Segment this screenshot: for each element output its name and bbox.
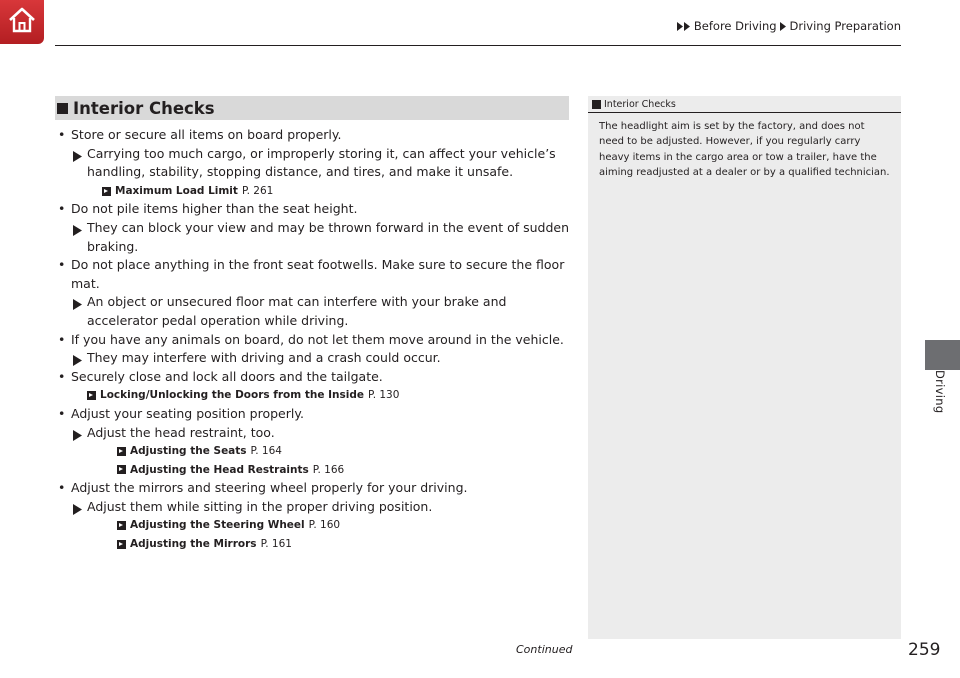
detail-text: Adjust them while sitting in the proper driving position.: [87, 498, 433, 514]
reference-title: Adjusting the Seats: [130, 445, 247, 458]
chapter-tab[interactable]: [925, 340, 960, 370]
detail-text: They can block your view and may be thrown forward in the event of sudden braking.: [87, 219, 570, 254]
chevron-right-icon: [73, 502, 82, 521]
list-item-detail: [58, 293, 570, 330]
reference-page: P. 166: [312, 463, 345, 476]
reference-title: Adjusting the Steering Wheel: [130, 519, 305, 532]
side-note-body: The headlight aim is set by the factory, and does not need to be adjusted. However, if you regularly carry heavy items in the cargo area or tow a trailer, have the aiming readjusted at a dealer or by a qualified technician.: [599, 121, 890, 179]
list-item-detail: [58, 219, 570, 256]
side-note-panel: [588, 96, 901, 639]
cross-reference-link[interactable]: [58, 535, 570, 554]
cross-reference-link[interactable]: [58, 461, 570, 480]
list-item-detail: [58, 498, 570, 517]
detail-text: Adjust the head restraint, too.: [87, 424, 275, 440]
reference-page: P. 261: [241, 184, 274, 197]
list-item: • Do not place anything in the front seat footwells. Make sure to secure the floor mat.: [58, 256, 570, 293]
chevron-right-icon: [73, 428, 82, 447]
detail-text: An object or unsecured floor mat can interfere with your brake and accelerator pedal operation while driving.: [87, 294, 507, 328]
reference-icon: [102, 187, 111, 196]
detail-text: They may interfere with driving and a crash could occur.: [87, 350, 441, 366]
reference-title: Adjusting the Head Restraints: [130, 463, 309, 476]
reference-page: P. 130: [368, 389, 400, 402]
reference-page: P. 160: [308, 519, 341, 532]
list-item: • Do not pile items higher than the seat height.: [58, 200, 570, 219]
list-item: • Adjust your seating position properly.: [58, 405, 570, 424]
cross-reference-link[interactable]: [58, 386, 570, 405]
reference-page: P. 161: [260, 538, 292, 551]
list-item: • Adjust the mirrors and steering wheel properly for your driving.: [58, 479, 570, 498]
breadcrumb-arrow-icon: [780, 22, 787, 31]
breadcrumb-driving-preparation[interactable]: Driving Preparation: [789, 19, 901, 33]
note-marker-icon: [592, 100, 601, 109]
list-item: • Securely close and lock all doors and the tailgate.: [58, 368, 570, 387]
reference-icon: [87, 391, 96, 400]
chevron-right-icon: [73, 223, 82, 242]
cross-reference-link[interactable]: [58, 182, 570, 201]
side-note-title: Interior Checks: [604, 98, 676, 110]
reference-title: Locking/Unlocking the Doors from the Inside: [100, 389, 364, 402]
section-title: Interior Checks: [73, 98, 215, 118]
reference-icon: [117, 540, 126, 549]
list-item: • If you have any animals on board, do not let them move around in the vehicle.: [58, 331, 570, 350]
reference-icon: [117, 465, 126, 474]
section-header: [55, 96, 569, 120]
reference-icon: [117, 447, 126, 456]
breadcrumb: [677, 19, 901, 33]
chevron-right-icon: [73, 297, 82, 316]
reference-title: Adjusting the Mirrors: [130, 538, 257, 551]
list-item-detail: [58, 424, 570, 443]
home-button[interactable]: [0, 0, 44, 44]
header-divider: [55, 45, 901, 46]
breadcrumb-before-driving[interactable]: Before Driving: [693, 19, 777, 33]
list-item-detail: [58, 145, 570, 182]
chapter-tab-label: Driving: [933, 370, 947, 414]
continued-label: Continued: [516, 643, 573, 656]
page-number: 259: [908, 640, 941, 660]
breadcrumb-arrow-icon: [677, 22, 691, 31]
reference-icon: [117, 521, 126, 530]
detail-text: Carrying too much cargo, or improperly storing it, can affect your vehicle’s handling, stability, stopping distance, and tires, and make it unsafe.: [87, 145, 556, 180]
section-square-icon: [57, 103, 68, 114]
cross-reference-link[interactable]: [58, 516, 570, 535]
home-icon: [7, 6, 37, 38]
reference-page: P. 164: [250, 445, 282, 458]
list-item: • Store or secure all items on board properly.: [58, 126, 570, 145]
side-note-header: [588, 96, 901, 113]
chevron-right-icon: [73, 149, 82, 168]
list-item-detail: [58, 349, 570, 368]
main-content: [58, 126, 570, 554]
reference-title: Maximum Load Limit: [115, 184, 238, 197]
cross-reference-link[interactable]: [58, 442, 570, 461]
